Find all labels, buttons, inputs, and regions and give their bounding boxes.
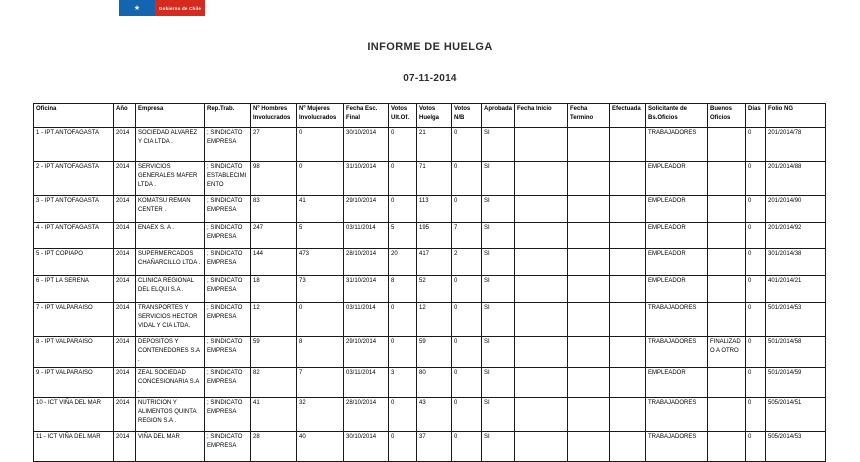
table-cell: 201/2014/90 [766, 196, 826, 223]
column-header: Oficina [34, 104, 114, 128]
table-cell: 27 [251, 128, 297, 162]
table-cell: 6 - IPT LA SERENA [34, 276, 114, 303]
table-cell [515, 432, 568, 462]
table-row [34, 368, 826, 398]
table-cell: 7 [452, 223, 482, 249]
table-row [34, 196, 826, 223]
table-cell: 1 - IPT ANTOFAGASTA [34, 128, 114, 162]
table-cell: 0 [452, 337, 482, 368]
report-title: INFORME DE HUELGA [367, 41, 493, 53]
table-cell: 31/10/2014 [344, 162, 389, 196]
table-cell [610, 249, 646, 276]
table-cell [610, 223, 646, 249]
table-cell: 52 [417, 276, 452, 303]
table-cell: TRABAJADORES [646, 303, 708, 337]
table-cell [515, 128, 568, 162]
table-cell: 30/10/2014 [344, 432, 389, 462]
table-cell: 2014 [114, 128, 136, 162]
table-cell [568, 337, 610, 368]
table-cell: 40 [297, 432, 344, 462]
table-cell: SI [482, 398, 515, 432]
table-cell: 7 - IPT VALPARAISO [34, 303, 114, 337]
table-cell [610, 276, 646, 303]
table-cell: SI [482, 276, 515, 303]
column-header: Fecha Esc. Final [344, 104, 389, 128]
table-cell [515, 249, 568, 276]
table-cell: ; SINDICATO EMPRESA [205, 303, 251, 337]
table-cell: 301/2014/38 [766, 249, 826, 276]
table-cell: 0 [389, 398, 417, 432]
table-cell: 03/11/2014 [344, 368, 389, 398]
table-cell [708, 276, 746, 303]
table-cell: 12 [417, 303, 452, 337]
table-cell: NUTRICION Y ALIMENTOS QUINTA REGION S.A . [136, 398, 205, 432]
table-cell: ; SINDICATO ESTABLECIMIENTO [205, 162, 251, 196]
table-cell: 2014 [114, 276, 136, 303]
table-cell: ; SINDICATO EMPRESA [205, 337, 251, 368]
table-cell: 2014 [114, 303, 136, 337]
table-cell: 201/2014/78 [766, 128, 826, 162]
table-cell: 247 [251, 223, 297, 249]
table-cell [610, 337, 646, 368]
table-cell: 28 [251, 432, 297, 462]
table-cell: EMPLEADOR [646, 276, 708, 303]
table-cell: ENAEX S. A . [136, 223, 205, 249]
table-cell: 0 [746, 196, 766, 223]
table-cell: ; SINDICATO EMPRESA [205, 368, 251, 398]
table-cell: 0 [389, 128, 417, 162]
table-cell: 28/10/2014 [344, 249, 389, 276]
table-cell [610, 432, 646, 462]
huelga-table [33, 103, 826, 462]
table-cell [610, 303, 646, 337]
report-date: 07-11-2014 [403, 73, 457, 84]
table-cell: 7 [297, 368, 344, 398]
table-cell: 0 [297, 303, 344, 337]
table-cell: 501/2014/59 [766, 368, 826, 398]
table-cell: 21 [417, 128, 452, 162]
table-cell: 80 [417, 368, 452, 398]
table-cell: EMPLEADOR [646, 162, 708, 196]
table-cell: SI [482, 337, 515, 368]
table-body [34, 128, 826, 462]
table-cell: 29/10/2014 [344, 196, 389, 223]
table-cell: SI [482, 368, 515, 398]
table-cell: 2014 [114, 368, 136, 398]
table-cell [568, 249, 610, 276]
table-cell: 2 - IPT ANTOFAGASTA [34, 162, 114, 196]
table-cell [610, 398, 646, 432]
table-cell: 82 [251, 368, 297, 398]
table-cell: 401/2014/21 [766, 276, 826, 303]
table-cell: 10 - ICT VIÑA DEL MAR [34, 398, 114, 432]
table-cell [708, 303, 746, 337]
table-cell: SI [482, 162, 515, 196]
table-row [34, 432, 826, 462]
table-cell: 0 [746, 337, 766, 368]
table-cell [610, 162, 646, 196]
table-cell: ; SINDICATO EMPRESA [205, 223, 251, 249]
table-cell [568, 303, 610, 337]
table-cell: 473 [297, 249, 344, 276]
table-cell: 71 [417, 162, 452, 196]
table-cell [568, 276, 610, 303]
table-cell: 0 [389, 337, 417, 368]
table-cell: 0 [452, 432, 482, 462]
column-header: Fecha Inicio [515, 104, 568, 128]
table-cell: 2014 [114, 398, 136, 432]
table-cell: 59 [251, 337, 297, 368]
table-cell [610, 368, 646, 398]
table-cell: 5 - IPT COPIAPO [34, 249, 114, 276]
table-cell: SI [482, 223, 515, 249]
logo-text: Gobierno de Chile [158, 5, 202, 11]
column-header: Nº Mujeres Involucrados [297, 104, 344, 128]
table-cell: SOCIEDAD ALVAREZ Y CIA LTDA . [136, 128, 205, 162]
table-cell [708, 398, 746, 432]
table-cell: 0 [389, 303, 417, 337]
table-cell: 0 [389, 196, 417, 223]
table-cell: 18 [251, 276, 297, 303]
table-cell: SUPERMERCADOS CHAÑARCILLO LTDA . [136, 249, 205, 276]
table-cell [568, 398, 610, 432]
table-cell: 0 [746, 162, 766, 196]
table-cell: 0 [389, 432, 417, 462]
table-cell [568, 128, 610, 162]
table-cell: 505/2014/51 [766, 398, 826, 432]
table-cell: 0 [452, 303, 482, 337]
table-cell: EMPLEADOR [646, 249, 708, 276]
column-header: Empresa [136, 104, 205, 128]
flag-red-block [155, 0, 205, 16]
table-cell: 0 [746, 368, 766, 398]
table-cell: 98 [251, 162, 297, 196]
flag-blue-block [119, 0, 155, 16]
table-cell: 8 [389, 276, 417, 303]
table-cell: 83 [251, 196, 297, 223]
table-cell: 2014 [114, 196, 136, 223]
table-cell: 0 [452, 368, 482, 398]
table-cell [708, 432, 746, 462]
table-cell [515, 337, 568, 368]
table-cell: 0 [452, 398, 482, 432]
table-cell: TRABAJADORES [646, 398, 708, 432]
table-cell: 28/10/2014 [344, 398, 389, 432]
table-cell: 2014 [114, 223, 136, 249]
table-cell [610, 196, 646, 223]
table-cell: SI [482, 128, 515, 162]
table-cell: 9 - IPT VALPARAISO [34, 368, 114, 398]
table-cell: KOMATSU REMAN CENTER . [136, 196, 205, 223]
table-cell: TRABAJADORES [646, 128, 708, 162]
table-cell: ; SINDICATO EMPRESA [205, 398, 251, 432]
table-cell: SERVICIOS GENERALES MAFER LTDA . [136, 162, 205, 196]
table-cell [708, 162, 746, 196]
table-cell: ; SINDICATO EMPRESA [205, 196, 251, 223]
table-cell: 0 [452, 128, 482, 162]
column-header: Votos Ult.Of. [389, 104, 417, 128]
table-cell: 501/2014/53 [766, 303, 826, 337]
table-cell: 31/10/2014 [344, 276, 389, 303]
table-cell [708, 223, 746, 249]
table-cell: SI [482, 432, 515, 462]
table-cell: 195 [417, 223, 452, 249]
table-cell [568, 162, 610, 196]
table-cell: 0 [746, 128, 766, 162]
table-cell: 0 [746, 276, 766, 303]
table-cell: 41 [251, 398, 297, 432]
table-cell: 73 [297, 276, 344, 303]
table-cell: 201/2014/88 [766, 162, 826, 196]
table-cell: 29/10/2014 [344, 337, 389, 368]
table-row [34, 398, 826, 432]
table-cell: ZEAL SOCIEDAD CONCESIONARIA S.A . [136, 368, 205, 398]
table-cell [610, 128, 646, 162]
table-cell: 501/2014/58 [766, 337, 826, 368]
table-row [34, 303, 826, 337]
table-row [34, 128, 826, 162]
table-cell: 37 [417, 432, 452, 462]
column-header: Folio NG [766, 104, 826, 128]
table-cell: 0 [389, 162, 417, 196]
table-cell [515, 276, 568, 303]
table-cell [568, 196, 610, 223]
table-cell: CLINICA REGIONAL DEL ELQUI S.A . [136, 276, 205, 303]
column-header: Efectuada [610, 104, 646, 128]
table-cell [515, 162, 568, 196]
table-cell [515, 368, 568, 398]
table-row [34, 223, 826, 249]
table-cell: 2014 [114, 249, 136, 276]
table-cell: 3 - IPT ANTOFAGASTA [34, 196, 114, 223]
table-cell: 144 [251, 249, 297, 276]
column-header: Votos Huelga [417, 104, 452, 128]
table-cell: 59 [417, 337, 452, 368]
table-cell: FINALIZADO A OTRO [708, 337, 746, 368]
table-cell: 11 - ICT VIÑA DEL MAR [34, 432, 114, 462]
table-cell: 0 [297, 128, 344, 162]
column-header: Días [746, 104, 766, 128]
table-cell: 3 [389, 368, 417, 398]
column-header: Aprobada [482, 104, 515, 128]
table-cell: SI [482, 249, 515, 276]
table-cell: 5 [389, 223, 417, 249]
table-row [34, 249, 826, 276]
column-header: Año [114, 104, 136, 128]
table-cell: TRANSPORTES Y SERVICIOS HECTOR VIDAL Y CIA LTDA. [136, 303, 205, 337]
table-cell: 113 [417, 196, 452, 223]
table-cell [568, 432, 610, 462]
table-cell: 0 [452, 276, 482, 303]
table-cell [515, 223, 568, 249]
table-cell: 0 [746, 223, 766, 249]
table-cell [515, 196, 568, 223]
table-cell [708, 196, 746, 223]
table-cell: EMPLEADOR [646, 368, 708, 398]
table-row [34, 276, 826, 303]
table-row [34, 162, 826, 196]
column-header: Solicitante de Bs.Oficios [646, 104, 708, 128]
table-cell: ; SINDICATO EMPRESA [205, 432, 251, 462]
column-header: Rep.Trab. [205, 104, 251, 128]
table-cell: 43 [417, 398, 452, 432]
table-cell: 0 [746, 303, 766, 337]
table-cell: 12 [251, 303, 297, 337]
table-cell [515, 303, 568, 337]
table-cell: 41 [297, 196, 344, 223]
table-cell [568, 368, 610, 398]
table-cell: EMPLEADOR [646, 223, 708, 249]
table-cell: 0 [746, 249, 766, 276]
table-cell: 4 - IPT ANTOFAGASTA [34, 223, 114, 249]
table-cell: 2014 [114, 162, 136, 196]
table-cell: 0 [452, 162, 482, 196]
table-cell: TRABAJADORES [646, 432, 708, 462]
column-header: Fecha Termino [568, 104, 610, 128]
table-cell: 03/11/2014 [344, 303, 389, 337]
table-row [34, 337, 826, 368]
table-cell: ; SINDICATO EMPRESA [205, 276, 251, 303]
column-header: Buenos Oficios [708, 104, 746, 128]
table-cell: 32 [297, 398, 344, 432]
table-cell: 2014 [114, 337, 136, 368]
table-cell: 03/11/2014 [344, 223, 389, 249]
table-cell: ; SINDICATO EMPRESA [205, 249, 251, 276]
gobierno-de-chile-logo [119, 0, 205, 16]
table-cell [515, 398, 568, 432]
table-cell: SI [482, 303, 515, 337]
table-cell [708, 368, 746, 398]
table-cell: 201/2014/92 [766, 223, 826, 249]
table-cell: 2014 [114, 432, 136, 462]
table-cell: 30/10/2014 [344, 128, 389, 162]
table-cell: EMPLEADOR [646, 196, 708, 223]
table-cell: 8 - IPT VALPARAISO [34, 337, 114, 368]
column-header: Votos N/B [452, 104, 482, 128]
table-cell: 0 [297, 162, 344, 196]
table-cell [568, 223, 610, 249]
table-cell: 505/2014/53 [766, 432, 826, 462]
table-cell: 417 [417, 249, 452, 276]
table-cell: 0 [452, 196, 482, 223]
table-cell: DEPOSITOS Y CONTENEDORES S.A . [136, 337, 205, 368]
table-cell: 8 [297, 337, 344, 368]
table-cell: 20 [389, 249, 417, 276]
table-cell: ; SINDICATO EMPRESA [205, 128, 251, 162]
column-header: Nº Hombres Involucrados [251, 104, 297, 128]
table-cell: VIÑA DEL MAR [136, 432, 205, 462]
table-header-row [34, 104, 826, 128]
star-icon: ★ [133, 4, 141, 12]
table-cell: 2 [452, 249, 482, 276]
table-cell: SI [482, 196, 515, 223]
table-cell [708, 249, 746, 276]
table-cell: 5 [297, 223, 344, 249]
table-cell [708, 128, 746, 162]
table-cell: 0 [746, 398, 766, 432]
table-cell: 0 [746, 432, 766, 462]
table-cell: TRABAJADORES [646, 337, 708, 368]
